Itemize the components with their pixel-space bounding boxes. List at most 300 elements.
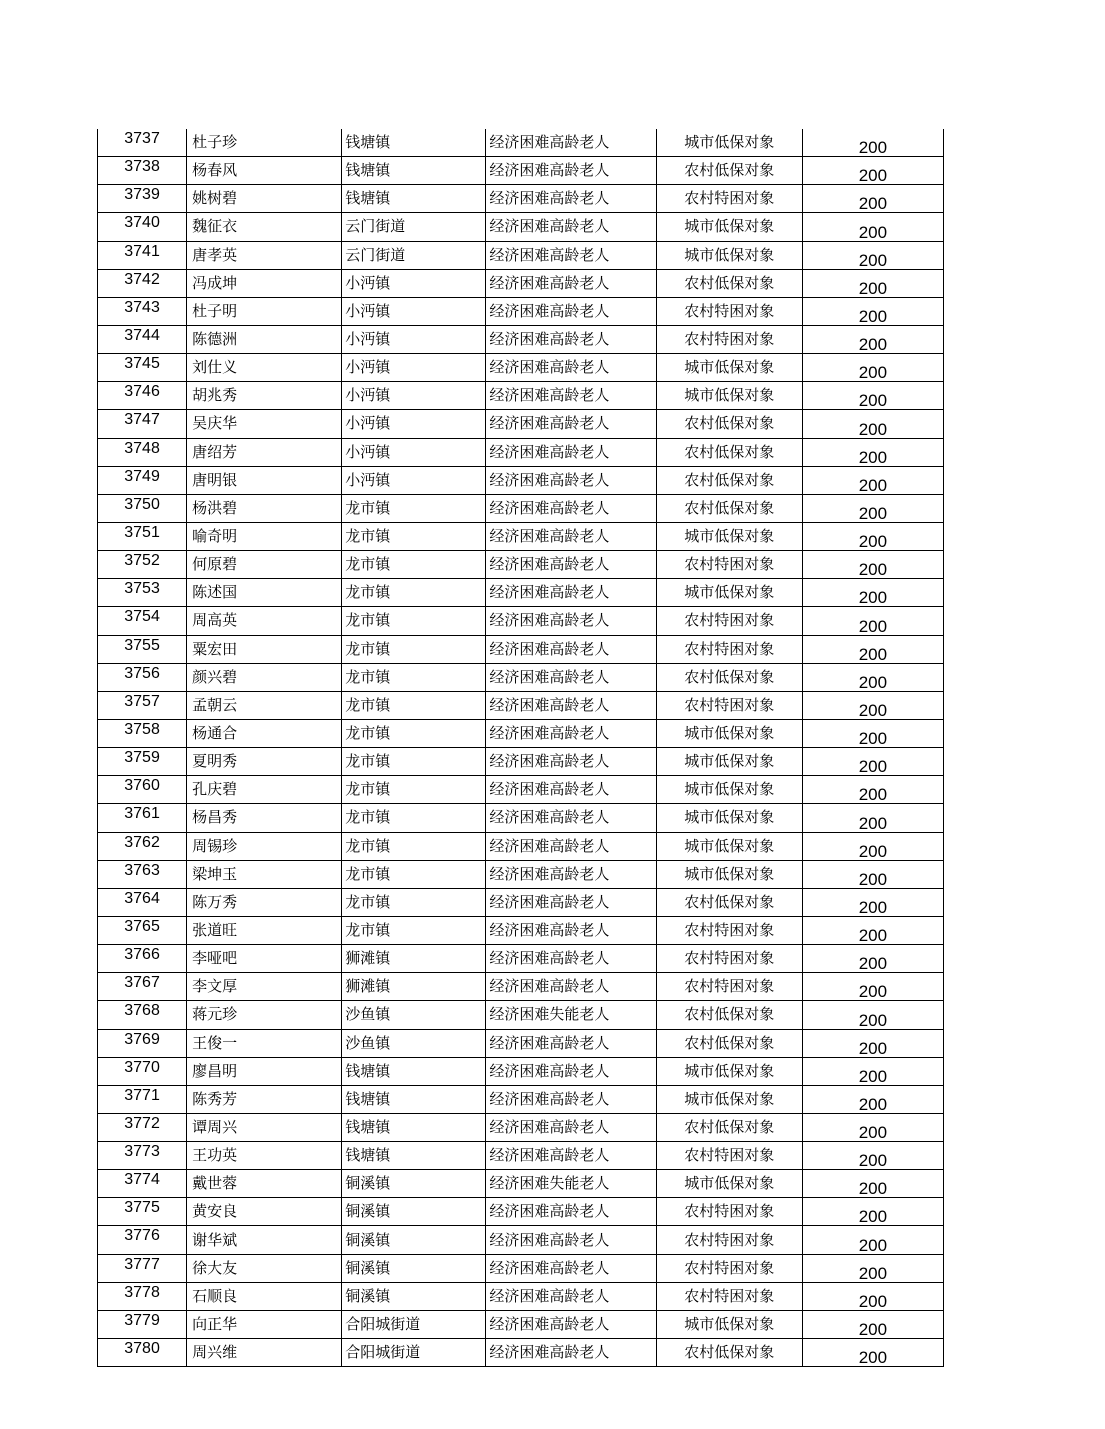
table-row bbox=[98, 1029, 944, 1057]
row-number-cell: 3775 bbox=[98, 1198, 187, 1226]
table-row bbox=[98, 832, 944, 860]
town-cell: 龙市镇 bbox=[342, 719, 486, 747]
type-cell: 农村特困对象 bbox=[656, 551, 802, 579]
category-cell: 经济困难高龄老人 bbox=[486, 1226, 656, 1254]
type-cell: 城市低保对象 bbox=[656, 1085, 802, 1113]
amount-cell: 200 bbox=[802, 129, 943, 157]
row-number-cell: 3753 bbox=[98, 579, 187, 607]
town-cell: 小沔镇 bbox=[342, 297, 486, 325]
table-row bbox=[98, 325, 944, 353]
town-cell: 龙市镇 bbox=[342, 663, 486, 691]
row-number-cell: 3780 bbox=[98, 1339, 187, 1367]
table-row bbox=[98, 1001, 944, 1029]
name-cell: 陈万秀 bbox=[187, 888, 342, 916]
amount-cell: 200 bbox=[802, 804, 943, 832]
amount-cell: 200 bbox=[802, 213, 943, 241]
category-cell: 经济困难高龄老人 bbox=[486, 916, 656, 944]
type-cell: 城市低保对象 bbox=[656, 241, 802, 269]
row-number-cell: 3752 bbox=[98, 551, 187, 579]
name-cell: 谭周兴 bbox=[187, 1113, 342, 1141]
table-row bbox=[98, 607, 944, 635]
table-row bbox=[98, 1142, 944, 1170]
name-cell: 周兴维 bbox=[187, 1339, 342, 1367]
name-cell: 唐明银 bbox=[187, 466, 342, 494]
town-cell: 铜溪镇 bbox=[342, 1170, 486, 1198]
category-cell: 经济困难高龄老人 bbox=[486, 185, 656, 213]
category-cell: 经济困难高龄老人 bbox=[486, 129, 656, 157]
row-number-cell: 3742 bbox=[98, 269, 187, 297]
name-cell: 杜子珍 bbox=[187, 129, 342, 157]
type-cell: 农村低保对象 bbox=[656, 494, 802, 522]
town-cell: 钱塘镇 bbox=[342, 1057, 486, 1085]
row-number-cell: 3759 bbox=[98, 748, 187, 776]
town-cell: 合阳城街道 bbox=[342, 1310, 486, 1338]
row-number-cell: 3757 bbox=[98, 691, 187, 719]
amount-cell: 200 bbox=[802, 382, 943, 410]
type-cell: 城市低保对象 bbox=[656, 776, 802, 804]
amount-cell: 200 bbox=[802, 410, 943, 438]
row-number-cell: 3774 bbox=[98, 1170, 187, 1198]
type-cell: 城市低保对象 bbox=[656, 1170, 802, 1198]
type-cell: 农村特困对象 bbox=[656, 1254, 802, 1282]
name-cell: 黄安良 bbox=[187, 1198, 342, 1226]
row-number-cell: 3762 bbox=[98, 832, 187, 860]
name-cell: 王功英 bbox=[187, 1142, 342, 1170]
amount-cell: 200 bbox=[802, 1085, 943, 1113]
amount-cell: 200 bbox=[802, 888, 943, 916]
table-row bbox=[98, 916, 944, 944]
amount-cell: 200 bbox=[802, 579, 943, 607]
row-number-cell: 3738 bbox=[98, 157, 187, 185]
name-cell: 王俊一 bbox=[187, 1029, 342, 1057]
table-row bbox=[98, 1226, 944, 1254]
category-cell: 经济困难高龄老人 bbox=[486, 1254, 656, 1282]
name-cell: 何原碧 bbox=[187, 551, 342, 579]
name-cell: 陈德洲 bbox=[187, 325, 342, 353]
category-cell: 经济困难高龄老人 bbox=[486, 466, 656, 494]
town-cell: 龙市镇 bbox=[342, 607, 486, 635]
category-cell: 经济困难高龄老人 bbox=[486, 691, 656, 719]
table-row bbox=[98, 1170, 944, 1198]
town-cell: 钱塘镇 bbox=[342, 1142, 486, 1170]
town-cell: 龙市镇 bbox=[342, 691, 486, 719]
row-number-cell: 3756 bbox=[98, 663, 187, 691]
category-cell: 经济困难高龄老人 bbox=[486, 213, 656, 241]
table-row bbox=[98, 1310, 944, 1338]
town-cell: 小沔镇 bbox=[342, 410, 486, 438]
type-cell: 农村低保对象 bbox=[656, 269, 802, 297]
table-row bbox=[98, 213, 944, 241]
category-cell: 经济困难高龄老人 bbox=[486, 776, 656, 804]
type-cell: 城市低保对象 bbox=[656, 748, 802, 776]
table-row bbox=[98, 410, 944, 438]
town-cell: 狮滩镇 bbox=[342, 973, 486, 1001]
category-cell: 经济困难高龄老人 bbox=[486, 635, 656, 663]
category-cell: 经济困难高龄老人 bbox=[486, 973, 656, 1001]
name-cell: 喻奇明 bbox=[187, 522, 342, 550]
category-cell: 经济困难失能老人 bbox=[486, 1001, 656, 1029]
amount-cell: 200 bbox=[802, 945, 943, 973]
town-cell: 小沔镇 bbox=[342, 466, 486, 494]
type-cell: 农村低保对象 bbox=[656, 157, 802, 185]
town-cell: 龙市镇 bbox=[342, 579, 486, 607]
table-row bbox=[98, 663, 944, 691]
category-cell: 经济困难高龄老人 bbox=[486, 297, 656, 325]
table-row bbox=[98, 1113, 944, 1141]
category-cell: 经济困难高龄老人 bbox=[486, 1142, 656, 1170]
town-cell: 龙市镇 bbox=[342, 776, 486, 804]
town-cell: 龙市镇 bbox=[342, 494, 486, 522]
category-cell: 经济困难高龄老人 bbox=[486, 325, 656, 353]
type-cell: 农村特困对象 bbox=[656, 916, 802, 944]
table-row bbox=[98, 157, 944, 185]
table-row bbox=[98, 635, 944, 663]
category-cell: 经济困难高龄老人 bbox=[486, 1310, 656, 1338]
table-row bbox=[98, 522, 944, 550]
type-cell: 农村特困对象 bbox=[656, 635, 802, 663]
amount-cell: 200 bbox=[802, 1057, 943, 1085]
row-number-cell: 3770 bbox=[98, 1057, 187, 1085]
name-cell: 徐大友 bbox=[187, 1254, 342, 1282]
town-cell: 龙市镇 bbox=[342, 832, 486, 860]
town-cell: 小沔镇 bbox=[342, 269, 486, 297]
row-number-cell: 3746 bbox=[98, 382, 187, 410]
name-cell: 刘仕义 bbox=[187, 354, 342, 382]
row-number-cell: 3745 bbox=[98, 354, 187, 382]
name-cell: 梁坤玉 bbox=[187, 860, 342, 888]
table-row bbox=[98, 466, 944, 494]
row-number-cell: 3737 bbox=[98, 129, 187, 157]
type-cell: 农村低保对象 bbox=[656, 438, 802, 466]
name-cell: 杨通合 bbox=[187, 719, 342, 747]
town-cell: 沙鱼镇 bbox=[342, 1001, 486, 1029]
row-number-cell: 3779 bbox=[98, 1310, 187, 1338]
category-cell: 经济困难高龄老人 bbox=[486, 719, 656, 747]
category-cell: 经济困难高龄老人 bbox=[486, 1057, 656, 1085]
table-row bbox=[98, 1085, 944, 1113]
category-cell: 经济困难高龄老人 bbox=[486, 748, 656, 776]
town-cell: 小沔镇 bbox=[342, 382, 486, 410]
amount-cell: 200 bbox=[802, 635, 943, 663]
amount-cell: 200 bbox=[802, 551, 943, 579]
name-cell: 粟宏田 bbox=[187, 635, 342, 663]
category-cell: 经济困难高龄老人 bbox=[486, 607, 656, 635]
type-cell: 农村特困对象 bbox=[656, 325, 802, 353]
row-number-cell: 3768 bbox=[98, 1001, 187, 1029]
type-cell: 农村特困对象 bbox=[656, 1142, 802, 1170]
type-cell: 城市低保对象 bbox=[656, 860, 802, 888]
row-number-cell: 3760 bbox=[98, 776, 187, 804]
name-cell: 戴世蓉 bbox=[187, 1170, 342, 1198]
type-cell: 农村特困对象 bbox=[656, 945, 802, 973]
data-table bbox=[97, 129, 944, 1367]
category-cell: 经济困难高龄老人 bbox=[486, 354, 656, 382]
town-cell: 龙市镇 bbox=[342, 804, 486, 832]
category-cell: 经济困难高龄老人 bbox=[486, 1339, 656, 1367]
name-cell: 谢华斌 bbox=[187, 1226, 342, 1254]
type-cell: 城市低保对象 bbox=[656, 213, 802, 241]
type-cell: 城市低保对象 bbox=[656, 804, 802, 832]
row-number-cell: 3761 bbox=[98, 804, 187, 832]
category-cell: 经济困难高龄老人 bbox=[486, 804, 656, 832]
row-number-cell: 3778 bbox=[98, 1282, 187, 1310]
amount-cell: 200 bbox=[802, 607, 943, 635]
amount-cell: 200 bbox=[802, 973, 943, 1001]
type-cell: 城市低保对象 bbox=[656, 522, 802, 550]
town-cell: 铜溪镇 bbox=[342, 1226, 486, 1254]
category-cell: 经济困难高龄老人 bbox=[486, 1029, 656, 1057]
amount-cell: 200 bbox=[802, 691, 943, 719]
type-cell: 农村低保对象 bbox=[656, 1113, 802, 1141]
town-cell: 钱塘镇 bbox=[342, 185, 486, 213]
table-row bbox=[98, 185, 944, 213]
row-number-cell: 3777 bbox=[98, 1254, 187, 1282]
table-row bbox=[98, 888, 944, 916]
type-cell: 城市低保对象 bbox=[656, 579, 802, 607]
table-body bbox=[98, 129, 944, 1367]
name-cell: 杜子明 bbox=[187, 297, 342, 325]
amount-cell: 200 bbox=[802, 438, 943, 466]
town-cell: 龙市镇 bbox=[342, 748, 486, 776]
table-row bbox=[98, 579, 944, 607]
type-cell: 农村低保对象 bbox=[656, 466, 802, 494]
name-cell: 李哑吧 bbox=[187, 945, 342, 973]
amount-cell: 200 bbox=[802, 157, 943, 185]
town-cell: 龙市镇 bbox=[342, 635, 486, 663]
table-row bbox=[98, 748, 944, 776]
category-cell: 经济困难高龄老人 bbox=[486, 663, 656, 691]
type-cell: 农村特困对象 bbox=[656, 691, 802, 719]
name-cell: 颜兴碧 bbox=[187, 663, 342, 691]
row-number-cell: 3766 bbox=[98, 945, 187, 973]
type-cell: 城市低保对象 bbox=[656, 1057, 802, 1085]
town-cell: 钱塘镇 bbox=[342, 157, 486, 185]
amount-cell: 200 bbox=[802, 719, 943, 747]
amount-cell: 200 bbox=[802, 1254, 943, 1282]
type-cell: 农村特困对象 bbox=[656, 607, 802, 635]
amount-cell: 200 bbox=[802, 776, 943, 804]
type-cell: 农村低保对象 bbox=[656, 410, 802, 438]
amount-cell: 200 bbox=[802, 354, 943, 382]
amount-cell: 200 bbox=[802, 466, 943, 494]
category-cell: 经济困难高龄老人 bbox=[486, 241, 656, 269]
row-number-cell: 3767 bbox=[98, 973, 187, 1001]
row-number-cell: 3751 bbox=[98, 522, 187, 550]
row-number-cell: 3747 bbox=[98, 410, 187, 438]
name-cell: 胡兆秀 bbox=[187, 382, 342, 410]
town-cell: 龙市镇 bbox=[342, 522, 486, 550]
amount-cell: 200 bbox=[802, 494, 943, 522]
table-row bbox=[98, 804, 944, 832]
category-cell: 经济困难高龄老人 bbox=[486, 494, 656, 522]
name-cell: 杨昌秀 bbox=[187, 804, 342, 832]
name-cell: 李文厚 bbox=[187, 973, 342, 1001]
row-number-cell: 3763 bbox=[98, 860, 187, 888]
name-cell: 廖昌明 bbox=[187, 1057, 342, 1085]
type-cell: 农村特困对象 bbox=[656, 1226, 802, 1254]
category-cell: 经济困难高龄老人 bbox=[486, 551, 656, 579]
row-number-cell: 3743 bbox=[98, 297, 187, 325]
name-cell: 冯成坤 bbox=[187, 269, 342, 297]
type-cell: 农村特困对象 bbox=[656, 297, 802, 325]
name-cell: 魏征衣 bbox=[187, 213, 342, 241]
category-cell: 经济困难高龄老人 bbox=[486, 579, 656, 607]
type-cell: 农村特困对象 bbox=[656, 1198, 802, 1226]
type-cell: 城市低保对象 bbox=[656, 719, 802, 747]
table-row bbox=[98, 241, 944, 269]
town-cell: 铜溪镇 bbox=[342, 1198, 486, 1226]
town-cell: 云门街道 bbox=[342, 241, 486, 269]
name-cell: 孟朝云 bbox=[187, 691, 342, 719]
row-number-cell: 3740 bbox=[98, 213, 187, 241]
row-number-cell: 3755 bbox=[98, 635, 187, 663]
table-row bbox=[98, 719, 944, 747]
amount-cell: 200 bbox=[802, 1226, 943, 1254]
amount-cell: 200 bbox=[802, 297, 943, 325]
town-cell: 龙市镇 bbox=[342, 551, 486, 579]
town-cell: 铜溪镇 bbox=[342, 1282, 486, 1310]
table-row bbox=[98, 269, 944, 297]
table-row bbox=[98, 1254, 944, 1282]
town-cell: 龙市镇 bbox=[342, 860, 486, 888]
type-cell: 农村低保对象 bbox=[656, 663, 802, 691]
type-cell: 农村特困对象 bbox=[656, 185, 802, 213]
name-cell: 吴庆华 bbox=[187, 410, 342, 438]
table-row bbox=[98, 297, 944, 325]
category-cell: 经济困难高龄老人 bbox=[486, 382, 656, 410]
row-number-cell: 3764 bbox=[98, 888, 187, 916]
name-cell: 杨春风 bbox=[187, 157, 342, 185]
row-number-cell: 3776 bbox=[98, 1226, 187, 1254]
row-number-cell: 3750 bbox=[98, 494, 187, 522]
table-row bbox=[98, 354, 944, 382]
category-cell: 经济困难高龄老人 bbox=[486, 522, 656, 550]
type-cell: 农村低保对象 bbox=[656, 1001, 802, 1029]
amount-cell: 200 bbox=[802, 1142, 943, 1170]
amount-cell: 200 bbox=[802, 1339, 943, 1367]
amount-cell: 200 bbox=[802, 1001, 943, 1029]
name-cell: 蒋元珍 bbox=[187, 1001, 342, 1029]
category-cell: 经济困难高龄老人 bbox=[486, 1113, 656, 1141]
type-cell: 城市低保对象 bbox=[656, 1310, 802, 1338]
table-row bbox=[98, 129, 944, 157]
category-cell: 经济困难高龄老人 bbox=[486, 1085, 656, 1113]
category-cell: 经济困难高龄老人 bbox=[486, 438, 656, 466]
category-cell: 经济困难高龄老人 bbox=[486, 410, 656, 438]
row-number-cell: 3771 bbox=[98, 1085, 187, 1113]
name-cell: 唐孝英 bbox=[187, 241, 342, 269]
name-cell: 夏明秀 bbox=[187, 748, 342, 776]
amount-cell: 200 bbox=[802, 916, 943, 944]
table-row bbox=[98, 776, 944, 804]
type-cell: 城市低保对象 bbox=[656, 382, 802, 410]
town-cell: 铜溪镇 bbox=[342, 1254, 486, 1282]
type-cell: 农村特困对象 bbox=[656, 1282, 802, 1310]
name-cell: 周高英 bbox=[187, 607, 342, 635]
amount-cell: 200 bbox=[802, 1310, 943, 1338]
type-cell: 城市低保对象 bbox=[656, 129, 802, 157]
name-cell: 陈述国 bbox=[187, 579, 342, 607]
town-cell: 小沔镇 bbox=[342, 325, 486, 353]
type-cell: 城市低保对象 bbox=[656, 354, 802, 382]
name-cell: 石顺良 bbox=[187, 1282, 342, 1310]
table-row bbox=[98, 382, 944, 410]
amount-cell: 200 bbox=[802, 325, 943, 353]
name-cell: 陈秀芳 bbox=[187, 1085, 342, 1113]
table-row bbox=[98, 438, 944, 466]
category-cell: 经济困难高龄老人 bbox=[486, 860, 656, 888]
amount-cell: 200 bbox=[802, 1170, 943, 1198]
category-cell: 经济困难高龄老人 bbox=[486, 1282, 656, 1310]
row-number-cell: 3758 bbox=[98, 719, 187, 747]
name-cell: 向正华 bbox=[187, 1310, 342, 1338]
row-number-cell: 3744 bbox=[98, 325, 187, 353]
row-number-cell: 3741 bbox=[98, 241, 187, 269]
row-number-cell: 3765 bbox=[98, 916, 187, 944]
table-row bbox=[98, 1198, 944, 1226]
town-cell: 小沔镇 bbox=[342, 438, 486, 466]
row-number-cell: 3772 bbox=[98, 1113, 187, 1141]
town-cell: 合阳城街道 bbox=[342, 1339, 486, 1367]
table-row bbox=[98, 551, 944, 579]
type-cell: 城市低保对象 bbox=[656, 832, 802, 860]
table-row bbox=[98, 945, 944, 973]
town-cell: 龙市镇 bbox=[342, 916, 486, 944]
amount-cell: 200 bbox=[802, 832, 943, 860]
name-cell: 杨洪碧 bbox=[187, 494, 342, 522]
amount-cell: 200 bbox=[802, 1198, 943, 1226]
amount-cell: 200 bbox=[802, 663, 943, 691]
town-cell: 龙市镇 bbox=[342, 888, 486, 916]
town-cell: 钱塘镇 bbox=[342, 129, 486, 157]
category-cell: 经济困难高龄老人 bbox=[486, 157, 656, 185]
row-number-cell: 3769 bbox=[98, 1029, 187, 1057]
amount-cell: 200 bbox=[802, 1029, 943, 1057]
name-cell: 张道旺 bbox=[187, 916, 342, 944]
type-cell: 农村低保对象 bbox=[656, 1029, 802, 1057]
amount-cell: 200 bbox=[802, 1282, 943, 1310]
category-cell: 经济困难高龄老人 bbox=[486, 945, 656, 973]
category-cell: 经济困难高龄老人 bbox=[486, 832, 656, 860]
type-cell: 农村低保对象 bbox=[656, 1339, 802, 1367]
table-row bbox=[98, 1282, 944, 1310]
name-cell: 姚树碧 bbox=[187, 185, 342, 213]
town-cell: 狮滩镇 bbox=[342, 945, 486, 973]
table-row bbox=[98, 973, 944, 1001]
type-cell: 农村特困对象 bbox=[656, 973, 802, 1001]
town-cell: 钱塘镇 bbox=[342, 1085, 486, 1113]
table-row bbox=[98, 494, 944, 522]
town-cell: 沙鱼镇 bbox=[342, 1029, 486, 1057]
amount-cell: 200 bbox=[802, 522, 943, 550]
amount-cell: 200 bbox=[802, 185, 943, 213]
category-cell: 经济困难高龄老人 bbox=[486, 888, 656, 916]
town-cell: 云门街道 bbox=[342, 213, 486, 241]
category-cell: 经济困难失能老人 bbox=[486, 1170, 656, 1198]
amount-cell: 200 bbox=[802, 241, 943, 269]
amount-cell: 200 bbox=[802, 748, 943, 776]
row-number-cell: 3773 bbox=[98, 1142, 187, 1170]
row-number-cell: 3749 bbox=[98, 466, 187, 494]
table-row bbox=[98, 691, 944, 719]
table-row bbox=[98, 1339, 944, 1367]
row-number-cell: 3748 bbox=[98, 438, 187, 466]
town-cell: 钱塘镇 bbox=[342, 1113, 486, 1141]
row-number-cell: 3739 bbox=[98, 185, 187, 213]
row-number-cell: 3754 bbox=[98, 607, 187, 635]
table-row bbox=[98, 860, 944, 888]
name-cell: 唐绍芳 bbox=[187, 438, 342, 466]
